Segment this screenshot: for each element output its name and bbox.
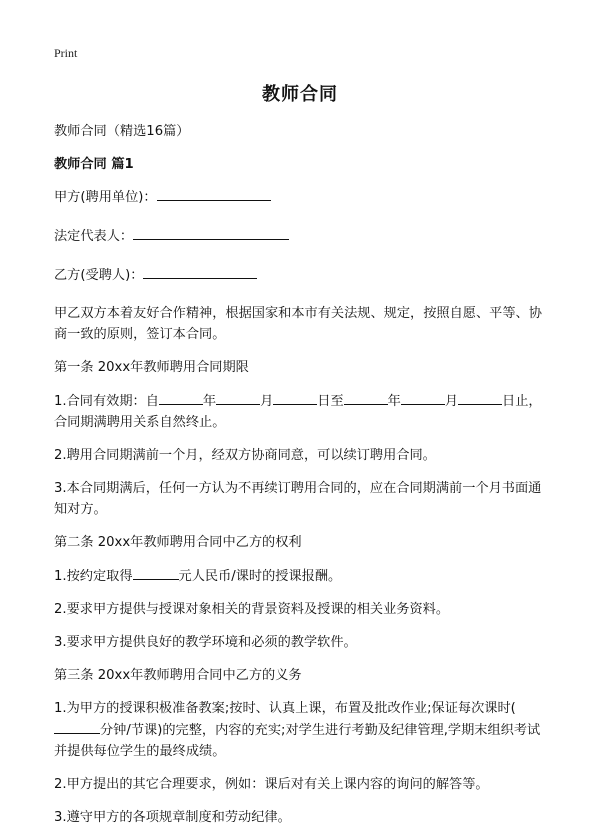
clause-text: 年	[387, 394, 401, 409]
legal-rep-blank	[133, 225, 289, 240]
clause-text: 1.按约定取得	[54, 569, 133, 584]
clause-text: 元人民币/课时的授课报酬。	[178, 569, 342, 584]
clause-text: 日止，合同期满聘用关系自然终止。	[54, 394, 542, 430]
article-3-title: 第三条 20xx年教师聘用合同中乙方的义务	[54, 668, 302, 683]
print-link[interactable]: Print	[54, 46, 78, 60]
legal-rep-label: 法定代表人：	[54, 229, 134, 244]
article-1-title: 第一条 20xx年教师聘用合同期限	[54, 360, 249, 375]
intro-paragraph: 甲乙双方本着友好合作精神，根据国家和本市有关法规、规定，按照自愿、平等、协商一致的原则，签订本合同。	[54, 306, 542, 342]
party-b-blank	[143, 264, 257, 279]
article-2-clause-2: 2.要求甲方提供与授课对象相关的背景资料及授课的相关业务资料。	[54, 602, 450, 617]
minutes-blank	[54, 719, 100, 734]
article-1-clause-3: 3.本合同期满后，任何一方认为不再续订聘用合同的，应在合同期满前一个月书面通知对方。	[54, 481, 542, 517]
article-2-clause-3: 3.要求甲方提供良好的教学环境和必须的教学软件。	[54, 635, 357, 650]
document-body	[54, 121, 550, 840]
pay-amount-blank	[133, 565, 179, 580]
end-month-blank	[401, 390, 445, 405]
article-1-clause-1	[54, 390, 550, 433]
article-3-clause-3: 3.遵守甲方的各项规章制度和劳动纪律。	[54, 810, 291, 825]
clause-text: 年	[202, 394, 217, 409]
legal-rep-line	[54, 225, 550, 247]
clause-text: 分钟/节课)的完整，内容的充实;对学生进行考勤及纪律管理,学期末组织考试并提供每位学生的最终成绩。	[54, 723, 541, 759]
end-year-blank	[344, 390, 388, 405]
party-a-line	[54, 186, 550, 208]
article-3-clause-1	[54, 698, 550, 762]
party-b-label: 乙方(受聘人)：	[54, 268, 144, 283]
article-2-clause-1	[54, 565, 550, 587]
start-day-blank	[273, 390, 317, 405]
start-month-blank	[216, 390, 260, 405]
clause-text: 月	[444, 394, 459, 409]
article-3-clause-2: 2.甲方提出的其它合理要求，例如：课后对有关上课内容的询问的解答等。	[54, 777, 489, 792]
clause-text: 1.合同有效期：自	[54, 394, 159, 409]
end-day-blank	[458, 390, 502, 405]
party-b-line	[54, 264, 550, 286]
start-year-blank	[159, 390, 203, 405]
document-title: 教师合同	[262, 84, 338, 105]
document-subtitle: 教师合同（精选16篇）	[54, 124, 190, 139]
party-a-blank	[157, 186, 271, 201]
clause-text: 1.为甲方的授课积极准备教案;按时、认真上课，布置及批改作业;保证每次课时(	[54, 701, 516, 716]
party-a-label: 甲方(聘用单位)：	[54, 190, 157, 205]
article-1-clause-2: 2.聘用合同期满前一个月，经双方协商同意，可以续订聘用合同。	[54, 448, 436, 463]
article-2-title: 第二条 20xx年教师聘用合同中乙方的权利	[54, 535, 302, 550]
clause-text: 日至	[317, 394, 344, 409]
clause-text: 月	[260, 394, 274, 409]
section-heading: 教师合同 篇1	[54, 157, 134, 172]
